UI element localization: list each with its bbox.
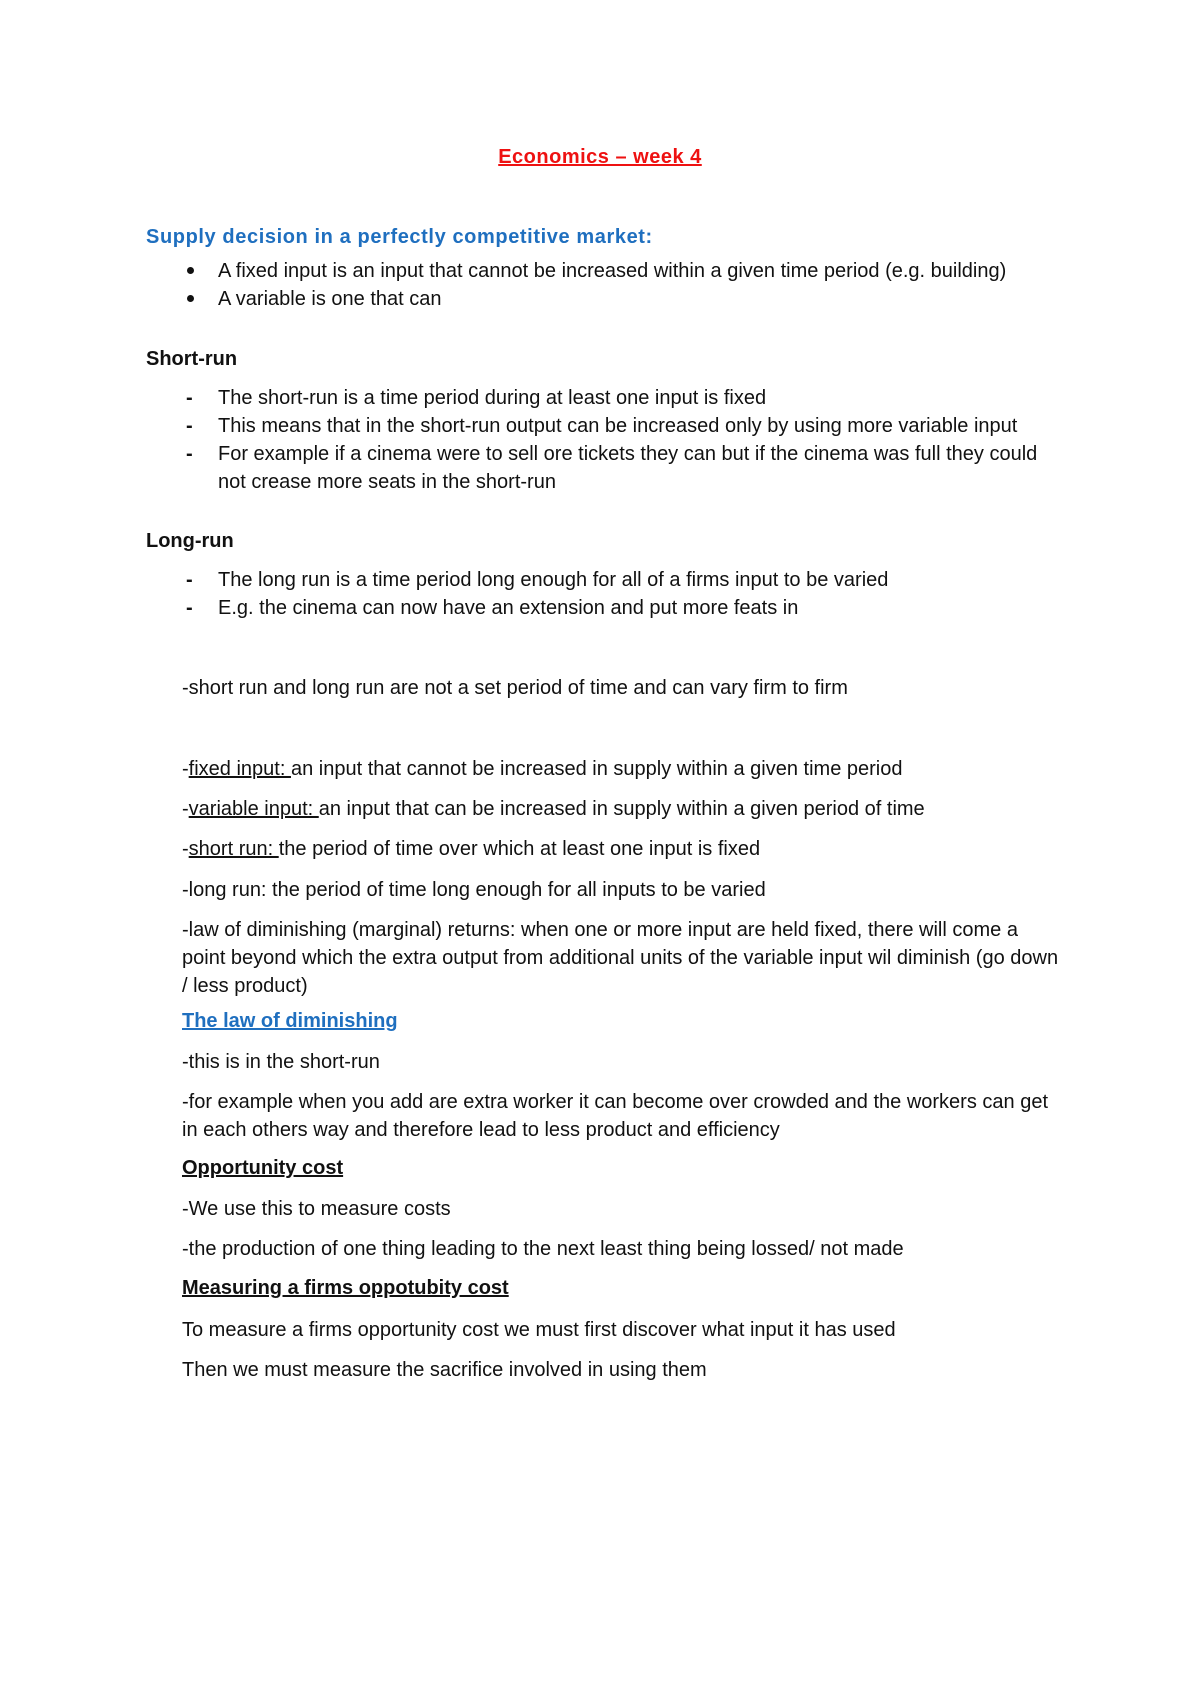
dash-marker: - (186, 443, 193, 465)
heading-law-of-diminishing: The law of diminishing (182, 1010, 398, 1032)
dash-marker: - (186, 415, 193, 437)
section-heading-supply-decision: Supply decision in a perfectly competitive market: (146, 226, 653, 248)
term-variable-input: variable input: (188, 798, 319, 820)
heading-measuring-opportunity-cost: Measuring a firms oppotubity cost (182, 1277, 509, 1299)
note-long-run: -long run: the period of time long enough for all inputs to be varied (182, 879, 766, 901)
bullet-icon (187, 267, 194, 274)
list-item: - For example if a cinema were to sell ore tickets they can but if the cinema was full they could not crease more seats in the short-run (146, 440, 1066, 496)
heading-long-run: Long-run (146, 530, 234, 552)
heading-opportunity-cost: Opportunity cost (182, 1157, 344, 1179)
note-variable-input: -variable input: an input that can be increased in supply within a given period of time (182, 798, 925, 820)
note-fixed-input: -fixed input: an input that cannot be increased in supply within a given time period (182, 758, 903, 780)
supply-bullet-list (146, 257, 1066, 313)
list-item: - The short-run is a time period during at least one input is fixed (146, 384, 1066, 412)
long-run-list (146, 566, 1066, 622)
term-short-run: short run: (188, 838, 279, 860)
note-short-run: -short run: the period of time over which at least one input is fixed (182, 838, 761, 860)
list-item: - E.g. the cinema can now have an extension and put more feats in (146, 594, 1066, 622)
dash-marker: - (186, 387, 193, 409)
list-item: A fixed input is an input that cannot be increased within a given time period (e.g. building) (146, 257, 1066, 285)
heading-short-run: Short-run (146, 348, 238, 370)
diminishing-p2: -for example when you add are extra worker it can become over crowded and the workers can get in each others way and therefore lead to less product and efficiency (182, 1091, 1048, 1141)
note-vary: -short run and long run are not a set period of time and can vary firm to firm (182, 677, 848, 699)
term-fixed-input: fixed input: (188, 758, 291, 780)
opportunity-p2: -the production of one thing leading to the next least thing being lossed/ not made (182, 1238, 904, 1260)
dash-marker: - (186, 569, 193, 591)
opportunity-p1: -We use this to measure costs (182, 1198, 451, 1220)
list-item: - The long run is a time period long enough for all of a firms input to be varied (146, 566, 1066, 594)
measuring-p1: To measure a firms opportunity cost we must first discover what input it has used (182, 1319, 896, 1341)
measuring-p2: Then we must measure the sacrifice involved in using them (182, 1359, 707, 1381)
bullet-icon (187, 295, 194, 302)
page-title: Economics – week 4 (498, 146, 702, 168)
diminishing-p1: -this is in the short-run (182, 1051, 380, 1073)
short-run-list (146, 384, 1066, 496)
list-item: A variable is one that can (146, 285, 1066, 313)
list-item: - This means that in the short-run output can be increased only by using more variable input (146, 412, 1066, 440)
dash-marker: - (186, 597, 193, 619)
note-law-diminishing: -law of diminishing (marginal) returns: when one or more input are held fixed, there will come a point beyond which the extra output from additional units of the variable input wil diminish (go down / less product) (182, 919, 1059, 997)
